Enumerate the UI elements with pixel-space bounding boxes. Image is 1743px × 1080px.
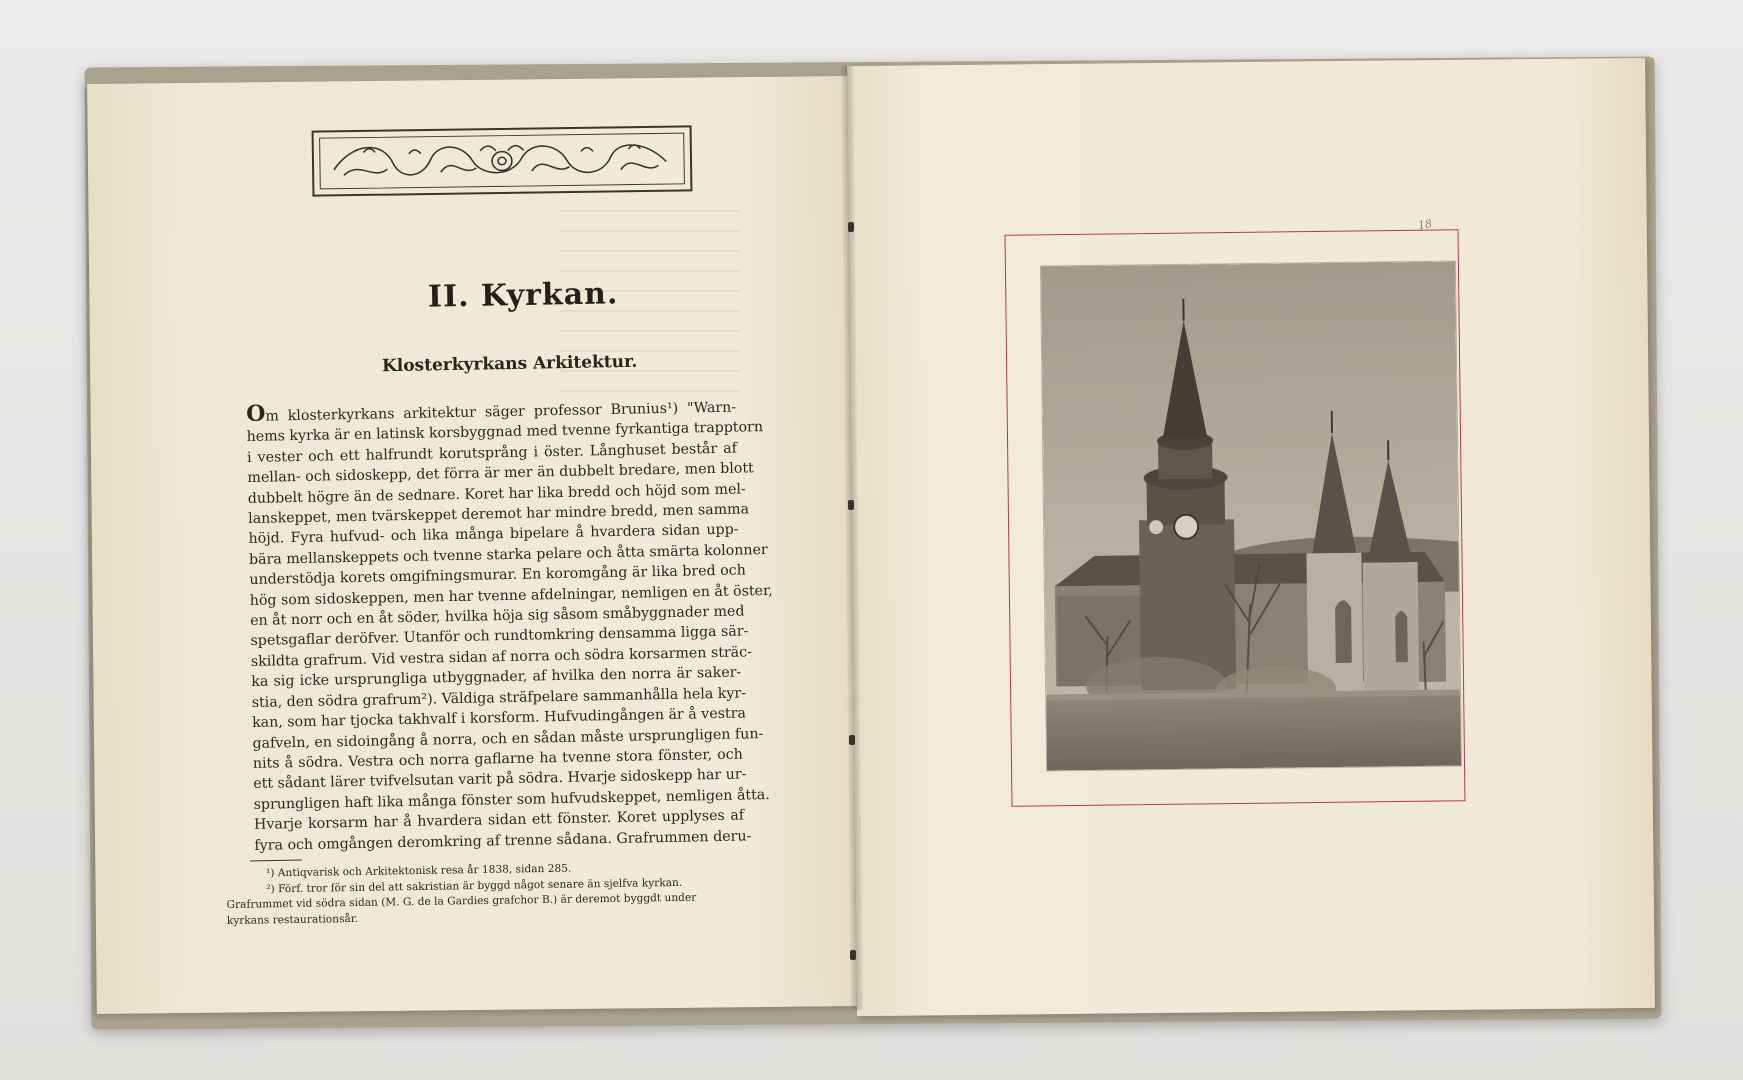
footnote-line: Grafrummet vid södra sidan (M. G. de la Gardies grafchor B.) är deremot byggdt under (226, 891, 697, 911)
section-heading: Klosterkyrkans Arkitektur. (381, 351, 638, 377)
text-line: fyra och omgången deromkring af trenne sådana. Grafrummen deru- (254, 827, 752, 854)
decorative-headpiece (312, 125, 693, 196)
footnote-line: ¹) Antiqvarisk och Arkitektonisk resa år 1838, sidan 285. (266, 862, 572, 880)
body-text (245, 395, 773, 856)
binding-stitch (850, 950, 856, 960)
text-line: en åt norr och en åt söder, hvilka höja sig såsom småbyggnader med (250, 603, 745, 630)
text-line: skildta grafrum. Vid vestra sidan af norra och södra korsarmen sträc- (250, 644, 753, 670)
text-line: stia, den södra grafrum²). Väldiga sträfpelare sammanhålla hela kyr- (251, 685, 747, 711)
text-line: kan, som har tjocka takhvalf i korsform. Hufvudingången är å vestra (251, 705, 747, 732)
text-line: gafveln, en sidoingång å norra, och en sådan måste ursprungligen fun- (252, 725, 764, 752)
binding-stitch (849, 735, 855, 745)
drop-cap: O (245, 400, 266, 427)
text-line: bära mellanskeppets och tvenne starka pelare och åtta smärta kolonner (248, 541, 768, 568)
text-line: dubbelt högre än de sednare. Koret har lika bredd och höjd som mel- (247, 481, 746, 507)
text-line: lanskeppet, men tvärskeppet deremot har mindre bredd, men samma (248, 501, 750, 528)
text-line: hems kyrka är en latinsk korsbyggnad med tvenne fyrkantiga trapptorn (246, 419, 764, 446)
scroll-ornament-icon (314, 127, 691, 194)
text-line: spetsgaflar deröfver. Utanför och rundtomkring densamma ligga sär- (250, 623, 749, 650)
text-line: mellan- och sidoskepp, det förra är mer än dubbelt bredare, men blott (247, 460, 754, 487)
text-line: i vester och ett halfrundt korutsprång i öster. Långhuset består af (246, 440, 738, 466)
text-line: sprungligen haft lika många fönster som hufvudskeppet, nemligen åtta. (253, 786, 770, 813)
text-line: understödja korets omgifningsmurar. En koromgång är lika bred och (249, 562, 746, 589)
church-photo-icon (1041, 261, 1461, 770)
text-line: höjd. Fyra hufvud- och lika många bipelare å hvardera sidan upp- (248, 522, 739, 548)
text-line: Hvarje korsarm har å hvardera sidan ett fönster. Koret upplyses af (253, 807, 745, 834)
church-photograph (1041, 261, 1461, 770)
pencil-page-mark: 18 (1416, 216, 1434, 233)
footnotes (226, 859, 732, 929)
text-line: hög som sidoskeppen, men har tvenne afdelningar, nemligen en åt öster, (249, 582, 773, 609)
binding-stitch (848, 500, 854, 510)
chapter-title: II. Kyrkan. (427, 276, 619, 315)
footnote-line: kyrkans restaurationsår. (226, 912, 359, 927)
text-line: nits å södra. Vestra och norra gaflarne ha tvenne stora fönster, och (252, 746, 743, 772)
text-line: ett sådant lärer tvifvelsutan varit på södra. Hvarje sidoskepp har ur- (253, 766, 747, 793)
text-line: Om klosterkyrkans arkitektur säger professor Brunius¹) "Warn- (245, 399, 737, 427)
text-line: ka sig icke ursprungliga utbyggnader, af hvilka den norra är saker- (251, 664, 742, 691)
footnote-line: ²) Förf. tror för sin del att sakristian är byggd något senare än sjelfva kyrkan. (266, 876, 683, 895)
binding-stitch (848, 222, 854, 232)
